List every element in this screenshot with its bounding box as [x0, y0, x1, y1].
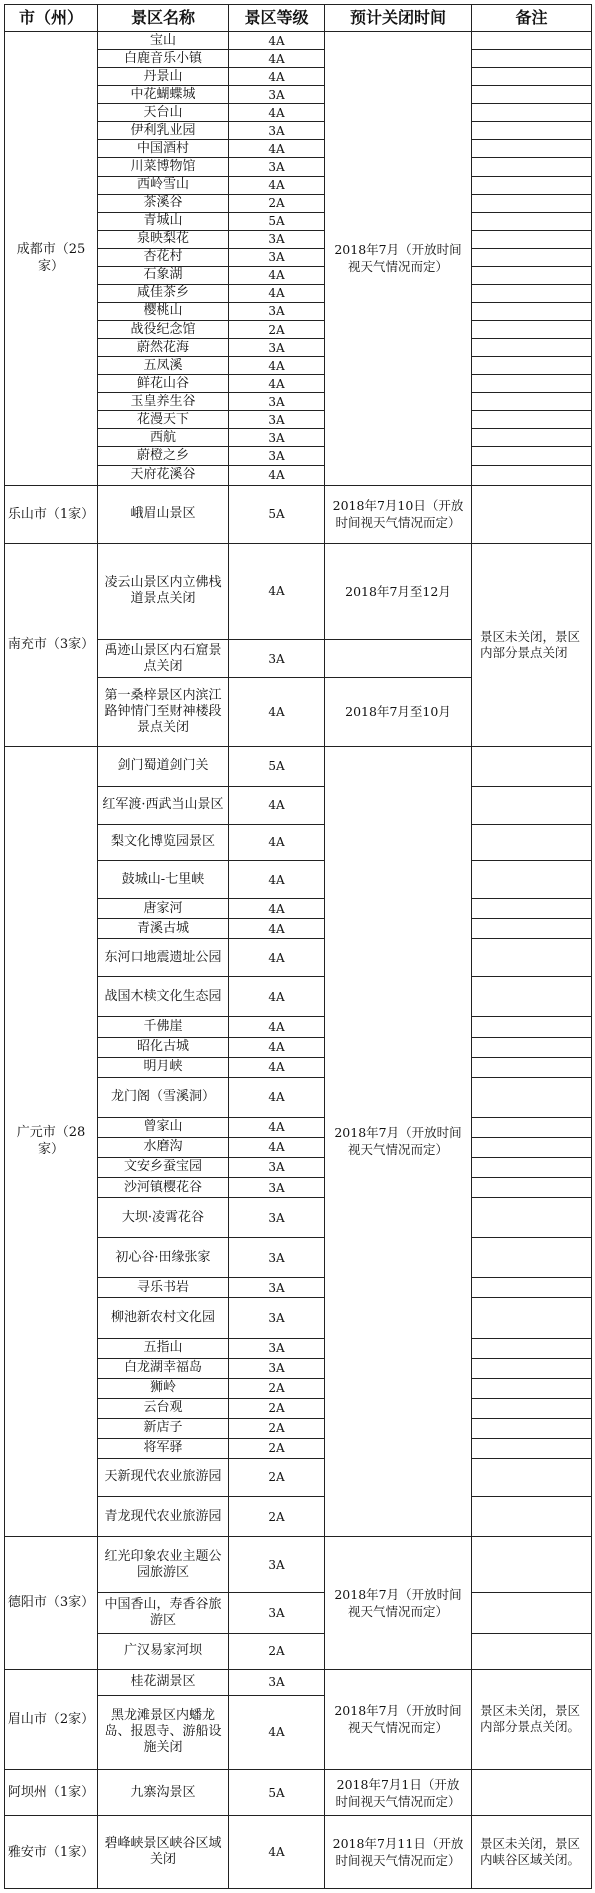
- scenic-level-cell: 3A: [229, 447, 325, 465]
- remarks-cell: [472, 1178, 592, 1198]
- scenic-name-cell: 茶溪谷: [98, 194, 229, 212]
- remarks-cell: [472, 939, 592, 977]
- scenic-level-cell: 2A: [229, 1497, 325, 1537]
- scenic-level-cell: 4A: [229, 1695, 325, 1769]
- city-cell: 德阳市（3家）: [5, 1537, 98, 1669]
- remarks-cell: [472, 284, 592, 302]
- remarks-cell: [472, 1077, 592, 1117]
- scenic-level-cell: 3A: [229, 1338, 325, 1358]
- scenic-name-cell: 大坝·凌霄花谷: [98, 1198, 229, 1238]
- scenic-level-cell: 4A: [229, 50, 325, 68]
- remarks-cell: [472, 32, 592, 50]
- table-body: [5, 32, 592, 1889]
- city-cell: 广元市（28家）: [5, 746, 98, 1537]
- scenic-name-cell: 新店子: [98, 1418, 229, 1438]
- scenic-level-cell: 2A: [229, 194, 325, 212]
- scenic-level-cell: 5A: [229, 212, 325, 230]
- scenic-name-cell: 杏花村: [98, 248, 229, 266]
- scenic-level-cell: 3A: [229, 1238, 325, 1278]
- scenic-name-cell: 曾家山: [98, 1117, 229, 1137]
- remarks-cell: [472, 429, 592, 447]
- header-closure-time: 预计关闭时间: [325, 5, 472, 32]
- remarks-cell: [472, 746, 592, 786]
- scenic-level-cell: 3A: [229, 1278, 325, 1298]
- city-cell: 乐山市（1家）: [5, 485, 98, 543]
- scenic-name-cell: 红军渡·西武当山景区: [98, 786, 229, 824]
- scenic-name-cell: 文安乡蚕宝园: [98, 1157, 229, 1177]
- remarks-cell: [472, 50, 592, 68]
- scenic-name-cell: 碧峰峡景区峡谷区域关闭: [98, 1816, 229, 1889]
- scenic-name-cell: 西岭雪山: [98, 176, 229, 194]
- scenic-level-cell: 3A: [229, 230, 325, 248]
- scenic-level-cell: 2A: [229, 321, 325, 339]
- remarks-cell: [472, 212, 592, 230]
- closure-time-cell: 2018年7月至10月: [325, 678, 472, 746]
- scenic-level-cell: 4A: [229, 1816, 325, 1889]
- scenic-name-cell: 天台山: [98, 104, 229, 122]
- remarks-cell: [472, 1157, 592, 1177]
- scenic-name-cell: 鼓城山-七里峡: [98, 860, 229, 898]
- header-remarks: 备注: [472, 5, 592, 32]
- remarks-cell: [472, 321, 592, 339]
- remarks-cell: 景区未关闭，景区内部分景点关闭: [472, 543, 592, 746]
- header-scenic-level: 景区等级: [229, 5, 325, 32]
- scenic-name-cell: 玉皇养生谷: [98, 393, 229, 411]
- scenic-level-cell: 4A: [229, 1037, 325, 1057]
- header-city: 市（州）: [5, 5, 98, 32]
- scenic-level-cell: 4A: [229, 977, 325, 1017]
- scenic-name-cell: 青龙现代农业旅游园: [98, 1497, 229, 1537]
- table-row: [5, 1669, 592, 1695]
- remarks-cell: [472, 1338, 592, 1358]
- remarks-cell: [472, 1593, 592, 1633]
- scenic-level-cell: 4A: [229, 824, 325, 860]
- remarks-cell: [472, 1117, 592, 1137]
- scenic-name-cell: 泉映梨花: [98, 230, 229, 248]
- scenic-level-cell: 4A: [229, 32, 325, 50]
- scenic-level-cell: 4A: [229, 176, 325, 194]
- scenic-level-cell: 3A: [229, 393, 325, 411]
- remarks-cell: [472, 1037, 592, 1057]
- scenic-level-cell: 4A: [229, 860, 325, 898]
- remarks-cell: [472, 1198, 592, 1238]
- table-header-row: [5, 5, 592, 32]
- closure-time-cell: 2018年7月10日（开放时间视天气情况而定）: [325, 485, 472, 543]
- scenic-name-cell: 白龙湖幸福岛: [98, 1358, 229, 1378]
- closure-time-cell: 2018年7月（开放时间视天气情况而定）: [325, 32, 472, 486]
- closure-time-cell: 2018年7月11日（开放时间视天气情况而定）: [325, 1816, 472, 1889]
- scenic-level-cell: 4A: [229, 1057, 325, 1077]
- scenic-name-cell: 黑龙滩景区内蟠龙岛、报恩寺、游船设施关闭: [98, 1695, 229, 1769]
- remarks-cell: [472, 1633, 592, 1669]
- scenic-name-cell: 峨眉山景区: [98, 485, 229, 543]
- scenic-name-cell: 中国香山，寿香谷旅游区: [98, 1593, 229, 1633]
- scenic-level-cell: 3A: [229, 1358, 325, 1378]
- remarks-cell: [472, 140, 592, 158]
- scenic-level-cell: 3A: [229, 158, 325, 176]
- scenic-name-cell: 川菜博物馆: [98, 158, 229, 176]
- remarks-cell: [472, 465, 592, 485]
- scenic-name-cell: 凌云山景区内立佛栈道景点关闭: [98, 543, 229, 639]
- scenic-name-cell: 昭化古城: [98, 1037, 229, 1057]
- scenic-level-cell: 3A: [229, 1178, 325, 1198]
- remarks-cell: [472, 393, 592, 411]
- remarks-cell: [472, 860, 592, 898]
- closure-time-cell: [325, 640, 472, 678]
- city-cell: 雅安市（1家）: [5, 1816, 98, 1889]
- remarks-cell: [472, 158, 592, 176]
- remarks-cell: [472, 194, 592, 212]
- scenic-name-cell: 千佛崖: [98, 1017, 229, 1037]
- remarks-cell: [472, 357, 592, 375]
- scenic-level-cell: 3A: [229, 1157, 325, 1177]
- scenic-name-cell: 广汉易家河坝: [98, 1633, 229, 1669]
- scenic-level-cell: 4A: [229, 678, 325, 746]
- remarks-cell: [472, 1537, 592, 1593]
- scenic-level-cell: 5A: [229, 485, 325, 543]
- scenic-name-cell: 丹景山: [98, 68, 229, 86]
- table-row: [5, 1770, 592, 1816]
- scenic-name-cell: 东河口地震遗址公园: [98, 939, 229, 977]
- remarks-cell: [472, 1398, 592, 1418]
- remarks-cell: [472, 375, 592, 393]
- scenic-name-cell: 咸佳茶乡: [98, 284, 229, 302]
- table-row: [5, 32, 592, 50]
- scenic-level-cell: 5A: [229, 746, 325, 786]
- scenic-level-cell: 2A: [229, 1633, 325, 1669]
- scenic-name-cell: 柳池新农村文化园: [98, 1298, 229, 1338]
- scenic-closure-table: [4, 4, 592, 1889]
- scenic-level-cell: 3A: [229, 411, 325, 429]
- scenic-name-cell: 战国木椟文化生态园: [98, 977, 229, 1017]
- scenic-level-cell: 3A: [229, 302, 325, 320]
- scenic-name-cell: 禹迹山景区内石窟景点关闭: [98, 640, 229, 678]
- header-scenic-name: 景区名称: [98, 5, 229, 32]
- scenic-level-cell: 2A: [229, 1398, 325, 1418]
- scenic-name-cell: 桂花湖景区: [98, 1669, 229, 1695]
- remarks-cell: 景区未关闭，景区内峡谷区域关闭。: [472, 1816, 592, 1889]
- closure-time-cell: 2018年7月至12月: [325, 543, 472, 639]
- city-cell: 阿坝州（1家）: [5, 1770, 98, 1816]
- remarks-cell: [472, 411, 592, 429]
- scenic-level-cell: 4A: [229, 899, 325, 919]
- scenic-level-cell: 4A: [229, 465, 325, 485]
- scenic-level-cell: 3A: [229, 1593, 325, 1633]
- remarks-cell: [472, 919, 592, 939]
- scenic-name-cell: 龙门阁（雪溪洞）: [98, 1077, 229, 1117]
- remarks-cell: [472, 248, 592, 266]
- remarks-cell: [472, 1298, 592, 1338]
- scenic-level-cell: 5A: [229, 1770, 325, 1816]
- scenic-level-cell: 4A: [229, 786, 325, 824]
- scenic-level-cell: 4A: [229, 543, 325, 639]
- remarks-cell: [472, 1378, 592, 1398]
- scenic-level-cell: 2A: [229, 1438, 325, 1458]
- scenic-level-cell: 4A: [229, 1017, 325, 1037]
- remarks-cell: [472, 86, 592, 104]
- scenic-name-cell: 五指山: [98, 1338, 229, 1358]
- scenic-level-cell: 3A: [229, 339, 325, 357]
- scenic-level-cell: 3A: [229, 122, 325, 140]
- scenic-name-cell: 第一桑梓景区内滨江路钟情门至财神楼段景点关闭: [98, 678, 229, 746]
- remarks-cell: [472, 230, 592, 248]
- scenic-name-cell: 沙河镇樱花谷: [98, 1178, 229, 1198]
- scenic-level-cell: 4A: [229, 266, 325, 284]
- scenic-level-cell: 3A: [229, 1537, 325, 1593]
- scenic-level-cell: 4A: [229, 939, 325, 977]
- scenic-name-cell: 寻乐书岩: [98, 1278, 229, 1298]
- scenic-name-cell: 宝山: [98, 32, 229, 50]
- scenic-level-cell: 3A: [229, 1669, 325, 1695]
- remarks-cell: [472, 1418, 592, 1438]
- scenic-level-cell: 4A: [229, 1117, 325, 1137]
- remarks-cell: [472, 1057, 592, 1077]
- remarks-cell: [472, 302, 592, 320]
- remarks-cell: [472, 1770, 592, 1816]
- closure-time-cell: 2018年7月（开放时间视天气情况而定）: [325, 1537, 472, 1669]
- scenic-name-cell: 将军驿: [98, 1438, 229, 1458]
- scenic-level-cell: 4A: [229, 140, 325, 158]
- scenic-name-cell: 樱桃山: [98, 302, 229, 320]
- remarks-cell: [472, 1358, 592, 1378]
- city-cell: 成都市（25家）: [5, 32, 98, 486]
- city-cell: 眉山市（2家）: [5, 1669, 98, 1769]
- remarks-cell: [472, 1278, 592, 1298]
- scenic-name-cell: 九寨沟景区: [98, 1770, 229, 1816]
- remarks-cell: [472, 899, 592, 919]
- scenic-name-cell: 青城山: [98, 212, 229, 230]
- scenic-name-cell: 初心谷·田缘张家: [98, 1238, 229, 1278]
- remarks-cell: [472, 485, 592, 543]
- scenic-name-cell: 梨文化博览园景区: [98, 824, 229, 860]
- scenic-level-cell: 3A: [229, 248, 325, 266]
- scenic-name-cell: 伊利乳业园: [98, 122, 229, 140]
- table-row: [5, 485, 592, 543]
- scenic-level-cell: 4A: [229, 375, 325, 393]
- scenic-level-cell: 4A: [229, 919, 325, 939]
- closure-time-cell: 2018年7月（开放时间视天气情况而定）: [325, 746, 472, 1537]
- scenic-level-cell: 4A: [229, 357, 325, 375]
- remarks-cell: [472, 786, 592, 824]
- table-row: [5, 746, 592, 786]
- remarks-cell: [472, 266, 592, 284]
- scenic-level-cell: 3A: [229, 86, 325, 104]
- remarks-cell: [472, 122, 592, 140]
- closure-time-cell: 2018年7月（开放时间视天气情况而定）: [325, 1669, 472, 1769]
- remarks-cell: [472, 1458, 592, 1496]
- scenic-name-cell: 蔚橙之乡: [98, 447, 229, 465]
- scenic-level-cell: 3A: [229, 640, 325, 678]
- scenic-name-cell: 天新现代农业旅游园: [98, 1458, 229, 1496]
- scenic-name-cell: 水磨沟: [98, 1137, 229, 1157]
- scenic-level-cell: 2A: [229, 1418, 325, 1438]
- scenic-level-cell: 3A: [229, 1298, 325, 1338]
- remarks-cell: [472, 339, 592, 357]
- scenic-name-cell: 中国酒村: [98, 140, 229, 158]
- city-cell: 南充市（3家）: [5, 543, 98, 746]
- scenic-level-cell: 3A: [229, 429, 325, 447]
- scenic-name-cell: 石象湖: [98, 266, 229, 284]
- closure-time-cell: 2018年7月1日（开放时间视天气情况而定）: [325, 1770, 472, 1816]
- scenic-name-cell: 唐家河: [98, 899, 229, 919]
- scenic-name-cell: 蔚然花海: [98, 339, 229, 357]
- remarks-cell: [472, 1137, 592, 1157]
- scenic-level-cell: 3A: [229, 1198, 325, 1238]
- remarks-cell: 景区未关闭，景区内部分景点关闭。: [472, 1669, 592, 1769]
- remarks-cell: [472, 824, 592, 860]
- remarks-cell: [472, 1438, 592, 1458]
- scenic-name-cell: 白鹿音乐小镇: [98, 50, 229, 68]
- scenic-level-cell: 2A: [229, 1458, 325, 1496]
- remarks-cell: [472, 1017, 592, 1037]
- scenic-name-cell: 花漫天下: [98, 411, 229, 429]
- scenic-name-cell: 中花蝴蝶城: [98, 86, 229, 104]
- scenic-name-cell: 明月峡: [98, 1057, 229, 1077]
- table-row: [5, 1537, 592, 1593]
- scenic-name-cell: 剑门蜀道剑门关: [98, 746, 229, 786]
- scenic-name-cell: 青溪古城: [98, 919, 229, 939]
- scenic-name-cell: 天府花溪谷: [98, 465, 229, 485]
- scenic-level-cell: 2A: [229, 1378, 325, 1398]
- scenic-level-cell: 4A: [229, 284, 325, 302]
- scenic-name-cell: 红光印象农业主题公园旅游区: [98, 1537, 229, 1593]
- scenic-level-cell: 4A: [229, 1077, 325, 1117]
- scenic-name-cell: 西航: [98, 429, 229, 447]
- scenic-level-cell: 4A: [229, 68, 325, 86]
- remarks-cell: [472, 68, 592, 86]
- scenic-name-cell: 云台观: [98, 1398, 229, 1418]
- remarks-cell: [472, 977, 592, 1017]
- scenic-name-cell: 鲜花山谷: [98, 375, 229, 393]
- scenic-level-cell: 4A: [229, 1137, 325, 1157]
- remarks-cell: [472, 447, 592, 465]
- remarks-cell: [472, 176, 592, 194]
- scenic-name-cell: 战役纪念馆: [98, 321, 229, 339]
- scenic-name-cell: 狮岭: [98, 1378, 229, 1398]
- remarks-cell: [472, 104, 592, 122]
- remarks-cell: [472, 1238, 592, 1278]
- scenic-level-cell: 4A: [229, 104, 325, 122]
- remarks-cell: [472, 1497, 592, 1537]
- table-row: [5, 543, 592, 639]
- table-row: [5, 1816, 592, 1889]
- scenic-name-cell: 五凤溪: [98, 357, 229, 375]
